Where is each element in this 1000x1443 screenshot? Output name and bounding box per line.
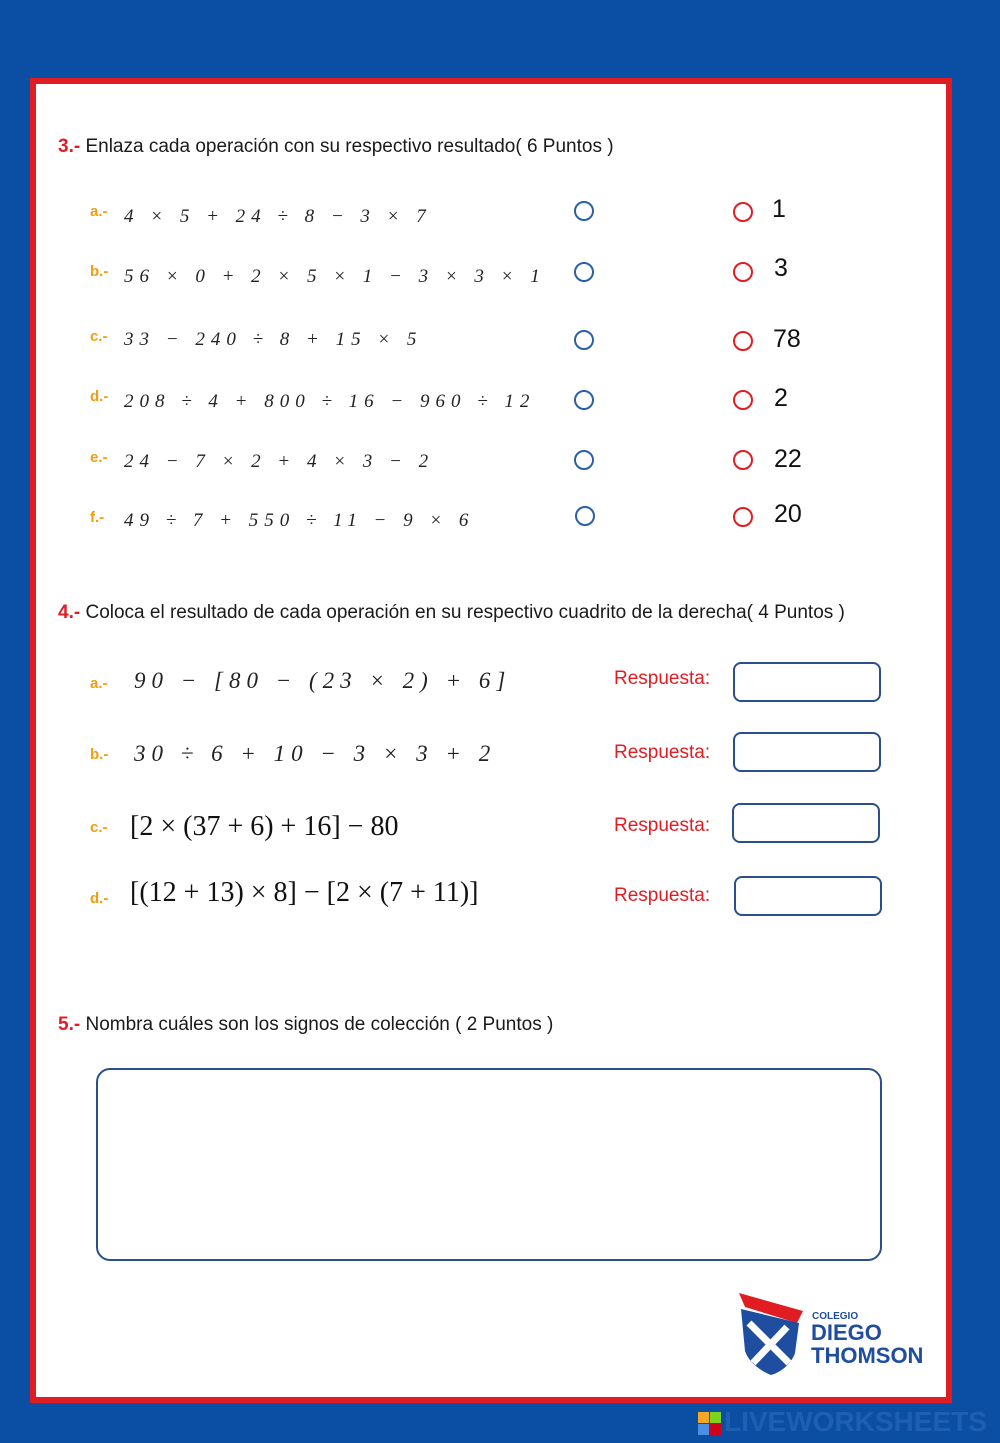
- q3-result-3-connector[interactable]: [733, 331, 753, 351]
- q4-number: 4.-: [58, 602, 81, 623]
- q4-b-expression: 30 ÷ 6 + 10 − 3 × 3 + 2: [134, 741, 497, 766]
- q3-f-left-connector[interactable]: [575, 506, 595, 526]
- q4-a-answer-input[interactable]: [733, 662, 881, 702]
- q4-d-expression: [(12 + 13) × 8] − [2 × (7 + 11)]: [130, 877, 479, 908]
- q5-heading: [58, 1014, 553, 1036]
- q5-number: 5.-: [58, 1014, 81, 1035]
- q4-a-answer-label: Respuesta:: [614, 668, 711, 689]
- q3-f-expression: 49 ÷ 7 + 550 ÷ 11 − 9 × 6: [124, 510, 475, 531]
- q3-a-expression: 4 × 5 + 24 ÷ 8 − 3 × 7: [124, 206, 432, 227]
- q4-a-letter: a.-: [90, 675, 108, 692]
- q3-result-4-connector[interactable]: [733, 390, 753, 410]
- school-logo-shield-icon: [737, 1293, 807, 1375]
- q4-text: Coloca el resultado de cada operación en su respectivo cuadrito de la derecha( 4 Puntos ): [85, 602, 845, 623]
- q3-d-left-connector[interactable]: [574, 390, 594, 410]
- liveworksheets-watermark: LIVEWORKSHEETS: [724, 1406, 987, 1437]
- q4-b-answer-label: Respuesta:: [614, 742, 711, 763]
- q3-c-left-connector[interactable]: [574, 330, 594, 350]
- q3-result-5: 22: [774, 445, 802, 473]
- q3-a-left-connector[interactable]: [574, 201, 594, 221]
- q4-c-answer-input[interactable]: [732, 803, 880, 843]
- q4-a-expression: 90 − [80 − (23 × 2) + 6]: [134, 668, 512, 693]
- q3-e-expression: 24 − 7 × 2 + 4 × 3 − 2: [124, 451, 435, 472]
- q3-text: Enlaza cada operación con su respectivo resultado( 6 Puntos ): [85, 136, 614, 157]
- q3-result-4: 2: [774, 384, 788, 412]
- q4-c-letter: c.-: [90, 819, 108, 836]
- q3-number: 3.-: [58, 136, 81, 157]
- q3-e-letter: e.-: [90, 449, 108, 466]
- q3-b-letter: b.-: [90, 263, 109, 280]
- q3-a-letter: a.-: [90, 203, 108, 220]
- logo-line1: DIEGO: [811, 1320, 882, 1345]
- q3-heading: [58, 136, 614, 158]
- q3-result-6-connector[interactable]: [733, 507, 753, 527]
- q3-result-2: 3: [774, 254, 788, 282]
- q4-d-letter: d.-: [90, 890, 109, 907]
- q3-c-letter: c.-: [90, 328, 108, 345]
- q3-result-1: 1: [772, 195, 786, 223]
- logo-small-text: COLEGIO: [812, 1311, 859, 1322]
- q3-result-5-connector[interactable]: [733, 450, 753, 470]
- logo-line2: THOMSON: [811, 1343, 924, 1368]
- q4-d-answer-input[interactable]: [734, 876, 882, 916]
- q3-result-2-connector[interactable]: [733, 262, 753, 282]
- q4-c-expression: [2 × (37 + 6) + 16] − 80: [130, 811, 399, 842]
- q4-b-letter: b.-: [90, 746, 109, 763]
- q3-result-1-connector[interactable]: [733, 202, 753, 222]
- liveworksheets-logo-icon: [698, 1412, 722, 1436]
- q3-b-expression: 56 × 0 + 2 × 5 × 1 − 3 × 3 × 1: [124, 266, 546, 287]
- q3-result-6: 20: [774, 500, 802, 528]
- q5-answer-textarea[interactable]: [96, 1068, 882, 1261]
- q3-b-left-connector[interactable]: [574, 262, 594, 282]
- q3-c-expression: 33 − 240 ÷ 8 + 15 × 5: [124, 329, 423, 350]
- q3-result-3: 78: [773, 325, 801, 353]
- q4-d-answer-label: Respuesta:: [614, 885, 711, 906]
- q3-f-letter: f.-: [90, 509, 105, 526]
- q3-d-letter: d.-: [90, 388, 109, 405]
- q4-b-answer-input[interactable]: [733, 732, 881, 772]
- q3-e-left-connector[interactable]: [574, 450, 594, 470]
- q4-heading: [58, 602, 845, 624]
- q4-c-answer-label: Respuesta:: [614, 815, 711, 836]
- q3-d-expression: 208 ÷ 4 + 800 ÷ 16 − 960 ÷ 12: [124, 391, 536, 412]
- q5-text: Nombra cuáles son los signos de colección ( 2 Puntos ): [85, 1014, 554, 1035]
